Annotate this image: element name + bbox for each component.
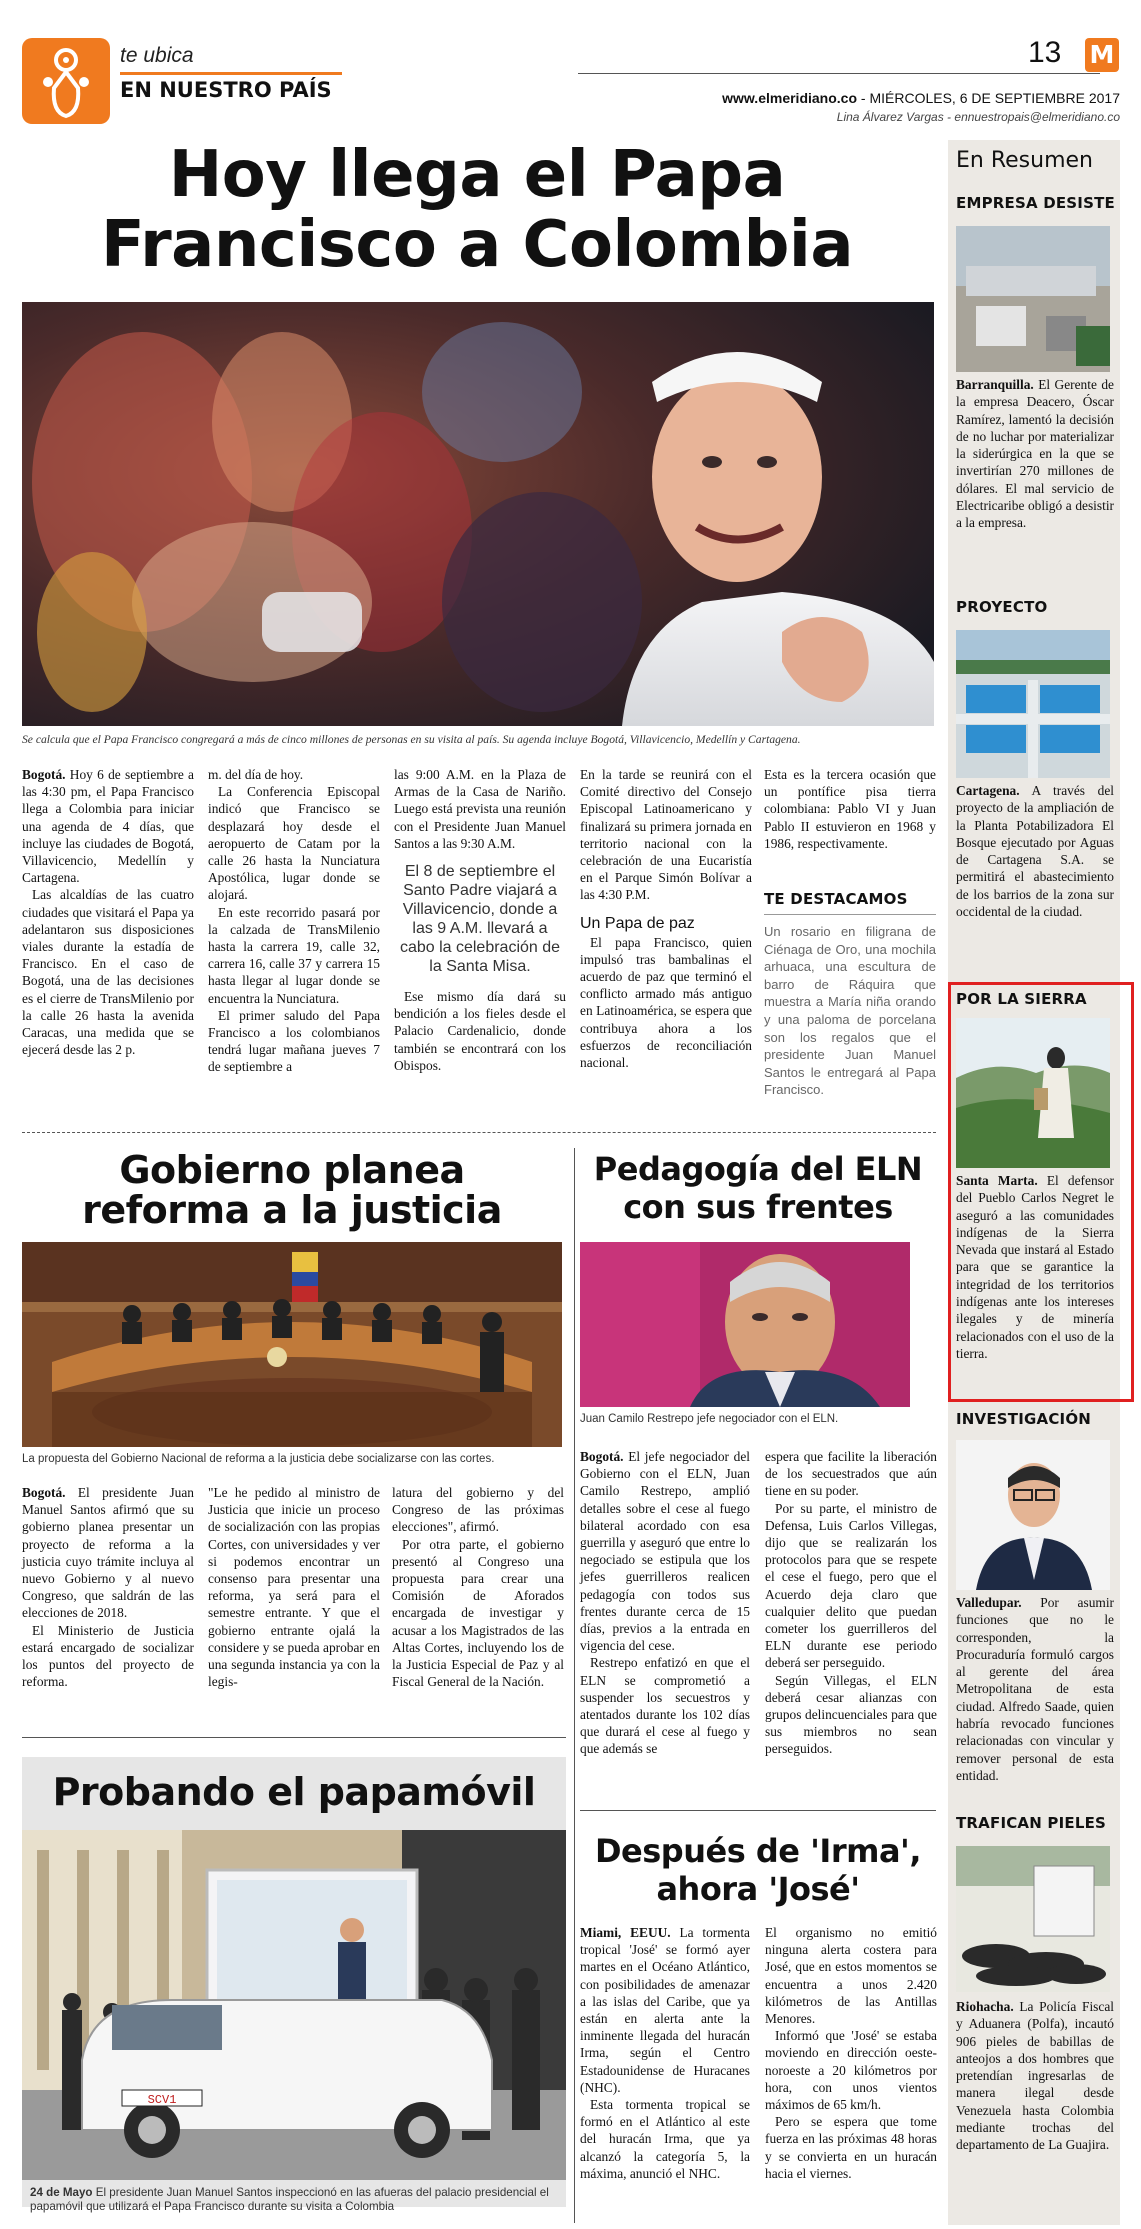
irma-headline-line2: ahora 'José' bbox=[656, 1870, 860, 1908]
main-photo-caption: Se calcula que el Papa Francisco congregará a más de cinco millones de personas en su visita al país. Su agenda incluye Bogotá, Villavicencio, Medellín y Cartagena. bbox=[22, 733, 801, 746]
sidebar-text-sierra bbox=[956, 1172, 1114, 1362]
section-logo bbox=[22, 38, 110, 124]
sidebar-lead-proyecto: Cartagena. bbox=[956, 783, 1020, 798]
dateline-site: www.elmeridiano.co bbox=[722, 90, 858, 106]
justice-photo bbox=[22, 1242, 562, 1447]
sidebar-lead-investigacion: Valledupar. bbox=[956, 1595, 1022, 1610]
sidebar-head-empresa: EMPRESA DESISTE bbox=[956, 194, 1115, 212]
main-col-5 bbox=[764, 766, 936, 852]
main-col1-p2: Las alcaldías de las cuatro ciudades que visitará el Papa ya adelantaron sus disposiciones viales durante la estadía de Francisco. En el caso de Bogotá, una de las decisiones es el cierre de TransMilenio por la calle 26 hasta la avenida Caracas, una medida que se ejecerá desde las 2 p. bbox=[22, 887, 194, 1058]
main-col3-p2: Ese mismo día dará su bendición a los fieles desde el Palacio Cardenalicio, donde también se encontrará con los Obispos. bbox=[394, 989, 566, 1073]
person-pin-icon bbox=[22, 38, 110, 124]
justice-col-1 bbox=[22, 1484, 194, 1690]
justice-col3-p1: latura del gobierno y del Congreso de las próximas elecciones", afirmó. bbox=[392, 1485, 564, 1535]
irma-col2-p1: El organismo no emitió ninguna alerta costera para José, que en estos momentos se encuentra a unos 2.420 kilómetros de las Antillas Menores. bbox=[765, 1925, 937, 2027]
main-col4-p1: En la tarde se reunirá con el Comité directivo del Consejo Episcopal Latinoamericano y finalizará su primera jornada en territorio nacional con la celebración de una Eucaristía en el Parque Simón Bolívar a las 4:30 P.M. bbox=[580, 767, 752, 903]
header-rule bbox=[578, 73, 1100, 74]
sidebar-photo-investigacion bbox=[956, 1440, 1110, 1590]
section-divider-2 bbox=[22, 1737, 566, 1738]
eln-col2-p3: Según Villegas, el ELN deberá cesar alianzas con grupos delincuenciales para que sus miembros no sean perseguidos. bbox=[765, 1672, 937, 1757]
destacamos-box bbox=[764, 890, 936, 1099]
justice-col-2 bbox=[208, 1484, 380, 1690]
main-col3-p1: las 9:00 A.M. en la Plaza de Armas de la Casa de Nariño. Luego está prevista una reunión con el Presidente Juan Manuel Santos a las 9:30 A.M. bbox=[394, 767, 566, 851]
justice-col3-p2: Por otra parte, el gobierno presentó al Congreso una propuesta para crear una Comisión de Aforados encargada de investigar y acusar a los Magistrados de las Altas Cortes, incluyendo los de la Justicia Especial de Paz y al Fiscal General de la Nación. bbox=[392, 1536, 564, 1690]
sidebar-text-pieles bbox=[956, 1998, 1114, 2154]
justice-headline-line2: reforma a la justicia bbox=[82, 1188, 502, 1232]
main-col1-p1: Hoy 6 de septiembre a las 4:30 pm, el Papa Francisco llega a Colombia para iniciar una agenda de 4 días, que incluye las ciudades de Bogotá, Villavicencio, Medellín y Cartagena. bbox=[22, 767, 194, 886]
page-number: 13 bbox=[1028, 36, 1062, 69]
eln-col2-p1: espera que facilite la liberación de los secuestrados que aún tiene en su poder. bbox=[765, 1449, 937, 1499]
irma-col2-p3: Pero se espera que tome fuerza en las próximas 48 horas y se convierta en un huracán hacia el viernes. bbox=[765, 2114, 937, 2181]
main-col2-p1: m. del día de hoy. bbox=[208, 767, 304, 782]
sidebar-body-pieles: La Policía Fiscal y Aduanera (Polfa), incautó 906 pieles de babillas de anteojos a dos hombres que pretendían ingresarlas de manera ilegal desde Venezuela hasta Colombia mediante trochas del departamento de La Guajira. bbox=[956, 1999, 1114, 2153]
author-line: Lina Álvarez Vargas - ennuestropais@elmeridiano.co bbox=[836, 110, 1120, 124]
sidebar-body-sierra: El defensor del Pueblo Carlos Negret le aseguró a las comunidades indígenas de la Sierra Nevada que instará al Estado para que se garantice la integridad de los territorios indígenas ante los intereses ilegales y de minería relacionados con el uso de la tierra. bbox=[956, 1173, 1114, 1361]
main-subhead: Un Papa de paz bbox=[580, 914, 695, 932]
dateline-date: - MIÉRCOLES, 6 DE SEPTIEMBRE 2017 bbox=[857, 90, 1120, 106]
main-lead-city: Bogotá. bbox=[22, 767, 66, 782]
papamovil-caption bbox=[30, 2186, 558, 2214]
justice-headline bbox=[22, 1150, 562, 1230]
irma-col2-p2: Informó que 'José' se estaba moviendo en dirección oeste-noroeste a 20 kilómetros por hora, con unos vientos máximos de 65 km/h. bbox=[765, 2028, 937, 2113]
irma-col-1 bbox=[580, 1924, 750, 2182]
section-kicker: te ubica bbox=[120, 44, 194, 67]
irma-headline bbox=[580, 1832, 936, 1908]
eln-col-2 bbox=[765, 1448, 937, 1758]
irma-headline-line1: Después de 'Irma', bbox=[594, 1832, 921, 1870]
sidebar-lead-sierra: Santa Marta. bbox=[956, 1173, 1038, 1188]
main-headline bbox=[22, 140, 932, 280]
vertical-divider bbox=[574, 1148, 575, 2223]
eln-col1-p1: El jefe negociador del Gobierno con el ELN, Juan Camilo Restrepo, amplió detalles sobre el cese al fuego bilateral acordado con esa guerrilla y aseguró que entre lo negociado se estipula que los jefes guerrilleros realicen pedagogía con todos sus frentes durante cerca de 15 días, previos a la entrada en vigencia del cese. bbox=[580, 1449, 750, 1654]
eln-col2-p2: Por su parte, el ministro de Defensa, Luis Carlos Villegas, dijo que se realizarán los protocolos para que se respete el cese el fuego, pero que el Acuerdo deja claro que cualquier delito que puedan cometer los guerrilleros del ELN durante ese periodo deberá ser perseguido. bbox=[765, 1500, 937, 1671]
eln-headline bbox=[580, 1150, 936, 1226]
sidebar-text-empresa bbox=[956, 376, 1114, 532]
main-col-4 bbox=[580, 766, 752, 1071]
sidebar-photo-sierra bbox=[956, 1018, 1110, 1168]
irma-col-2 bbox=[765, 1924, 937, 2182]
eln-col-1 bbox=[580, 1448, 750, 1758]
eln-headline-line2: con sus frentes bbox=[623, 1188, 893, 1226]
papamovil-caption-date: 24 de Mayo bbox=[30, 2186, 93, 2199]
irma-col1-p1: La tormenta tropical 'José' se formó ayer martes en el Océano Atlántico, con posibilidades de amenazar a las islas del Caribe, que ya están en alerta ante la inminente llegada del huracán Irma, según el Centro Estadounidense de Huracanes (NHC). bbox=[580, 1925, 750, 2095]
brand-logo bbox=[1085, 38, 1119, 72]
main-headline-line2: Francisco a Colombia bbox=[100, 208, 854, 282]
main-col4-p2: El papa Francisco, quien impulsó tras bambalinas el acuerdo de paz que terminó el conflicto armado más antiguo en Latinoamérica, se espera que contribuya ahora a los esfuerzos de reconciliación nacional. bbox=[580, 934, 752, 1071]
irma-lead-city: Miami, EEUU. bbox=[580, 1925, 671, 1940]
brand-letter: M bbox=[1089, 40, 1115, 69]
main-headline-line1: Hoy llega el Papa bbox=[168, 138, 786, 212]
justice-photo-caption: La propuesta del Gobierno Nacional de reforma a la justicia debe socializarse con las cortes. bbox=[22, 1453, 495, 1465]
justice-col-3 bbox=[392, 1484, 564, 1690]
irma-col1-p2: Esta tormenta tropical se formó en el Atlántico al este del huracán Irma, que ya alcanzó la categoría 5, la máxima, anunció el NHC. bbox=[580, 2097, 750, 2181]
sidebar-body-proyecto: A través del proyecto de la ampliación de la Planta Potabilizadora El Bosque ejecutado por Aguas de Cartagena S.A. se permitirá el abastecimiento de los barrios de la zona sur occidental de la ciudad. bbox=[956, 783, 1114, 920]
sidebar-text-investigacion bbox=[956, 1594, 1114, 1784]
eln-photo-caption: Juan Camilo Restrepo jefe negociador con el ELN. bbox=[580, 1413, 839, 1425]
sidebar-head-pieles: TRAFICAN PIELES bbox=[956, 1814, 1107, 1832]
sidebar-head-proyecto: PROYECTO bbox=[956, 598, 1048, 616]
justice-lead-city: Bogotá. bbox=[22, 1485, 66, 1500]
justice-col1-p1: El presidente Juan Manuel Santos afirmó que su gobierno planea presentar un proyecto de reforma a la justicia cuyo trámite incluya al nuevo Gobierno y al nuevo Congreso, que saldrán de las elecciones de 2018. bbox=[22, 1485, 194, 1621]
papamovil-caption-text: El presidente Juan Manuel Santos inspeccionó en las afueras del palacio presidencial el papamóvil que utilizará el Papa Francisco durante su visita a Colombia bbox=[30, 2186, 549, 2213]
papamovil-headline: Probando el papamóvil bbox=[52, 1770, 536, 1814]
main-photo bbox=[22, 302, 934, 726]
justice-col1-p2: El Ministerio de Justicia estará encargado de socializar los puntos del proyecto de reforma. bbox=[22, 1622, 194, 1690]
sidebar-head-sierra: POR LA SIERRA bbox=[956, 990, 1087, 1008]
main-col2-p4: El primer saludo del Papa Francisco a los colombianos tendrá lugar mañana jueves 7 de septiembre a bbox=[208, 1007, 380, 1075]
sidebar-lead-pieles: Riohacha. bbox=[956, 1999, 1014, 2014]
main-col5-p1: Esta es la tercera ocasión que un pontífice pisa tierra colombiana: Pablo VI y Juan Pablo II estuvieron en 1968 y 1986, respectivamente. bbox=[764, 767, 936, 851]
sidebar-body-empresa: El Gerente de la empresa Deacero, Óscar Ramírez, lamentó la decisión de no luchar por materializar la siderúrgica en la que se invertirían 270 millones de dólares. El mal servicio de Electricaribe obligó a desistir a la empresa. bbox=[956, 377, 1114, 531]
papamovil-plate: SCV1 bbox=[147, 2093, 177, 2107]
section-divider-3 bbox=[580, 1810, 936, 1811]
main-pull-quote: El 8 de septiembre el Santo Padre viajará a Villavicencio, donde a las 9 A.M. llevará a cabo la celebración de la Santa Misa. bbox=[399, 863, 561, 976]
sidebar-title: En Resumen bbox=[956, 148, 1093, 173]
eln-col1-p2: Restrepo enfatizó en que el ELN se comprometió a suspender los secuestros y atentados durante los 102 días que durará el cese al fuego y que además se bbox=[580, 1655, 750, 1757]
eln-headline-line1: Pedagogía del ELN bbox=[593, 1150, 923, 1188]
eln-photo bbox=[580, 1242, 910, 1407]
sidebar-lead-empresa: Barranquilla. bbox=[956, 377, 1034, 392]
destacamos-text: Un rosario en filigrana de Ciénaga de Oro, una mochila arhuaca, una escultura de barro de Ráquira que muestra a María niña orando y una paloma de porcelana son los regalos que el presidente Juan Manuel Santos le entregará al Papa Francisco. bbox=[764, 924, 936, 1098]
main-col-2 bbox=[208, 766, 380, 1076]
destacamos-head: TE DESTACAMOS bbox=[764, 890, 936, 915]
section-divider-1 bbox=[22, 1132, 936, 1133]
kicker-underline bbox=[120, 72, 342, 75]
main-col2-p2: La Conferencia Episcopal indicó que Francisco se desplazará hoy desde el aeropuerto de Catam por la calle 26 hasta la Nunciatura Apostólica, lugar donde se alojará. bbox=[208, 784, 380, 903]
sidebar-photo-proyecto bbox=[956, 630, 1110, 778]
sidebar-body-investigacion: Por asumir funciones que no le corresponden, la Procuraduría formuló cargos al gerente del área Metropolitana de esta ciudad. Alfredo Saade, quien habría revocado funciones relacionadas con vincular y remover personal de esta entidad. bbox=[956, 1595, 1114, 1783]
eln-lead-city: Bogotá. bbox=[580, 1449, 624, 1464]
main-col2-p3: En este recorrido pasará por la calzada de TransMilenio hasta la carrera 19, calle 32, carrera 16, calle 37 y carrera 15 hasta llegar al lugar donde se encuentra la Nunciatura. bbox=[208, 904, 380, 1006]
justice-col2-p1: "Le he pedido al ministro de Justicia que inicie un proceso de socialización con las propias Cortes, con universidades y ver si podemos encontrar un consenso para presentar una reforma, ya será para el semestre entrante. Y que el gobierno entrante ojalá la considere y se pueda aprobar en una segunda instancia ya con la legis- bbox=[208, 1485, 380, 1690]
papamovil-photo bbox=[22, 1830, 566, 2180]
sidebar-photo-pieles bbox=[956, 1846, 1110, 1992]
section-name: EN NUESTRO PAÍS bbox=[120, 78, 332, 102]
justice-headline-line1: Gobierno planea bbox=[119, 1148, 465, 1192]
sidebar-text-proyecto bbox=[956, 782, 1114, 920]
sidebar-head-investigacion: INVESTIGACIÓN bbox=[956, 1410, 1092, 1428]
main-col-1 bbox=[22, 766, 194, 1058]
dateline bbox=[600, 90, 1120, 106]
main-col-3 bbox=[394, 766, 566, 1074]
sidebar-photo-empresa bbox=[956, 226, 1110, 372]
